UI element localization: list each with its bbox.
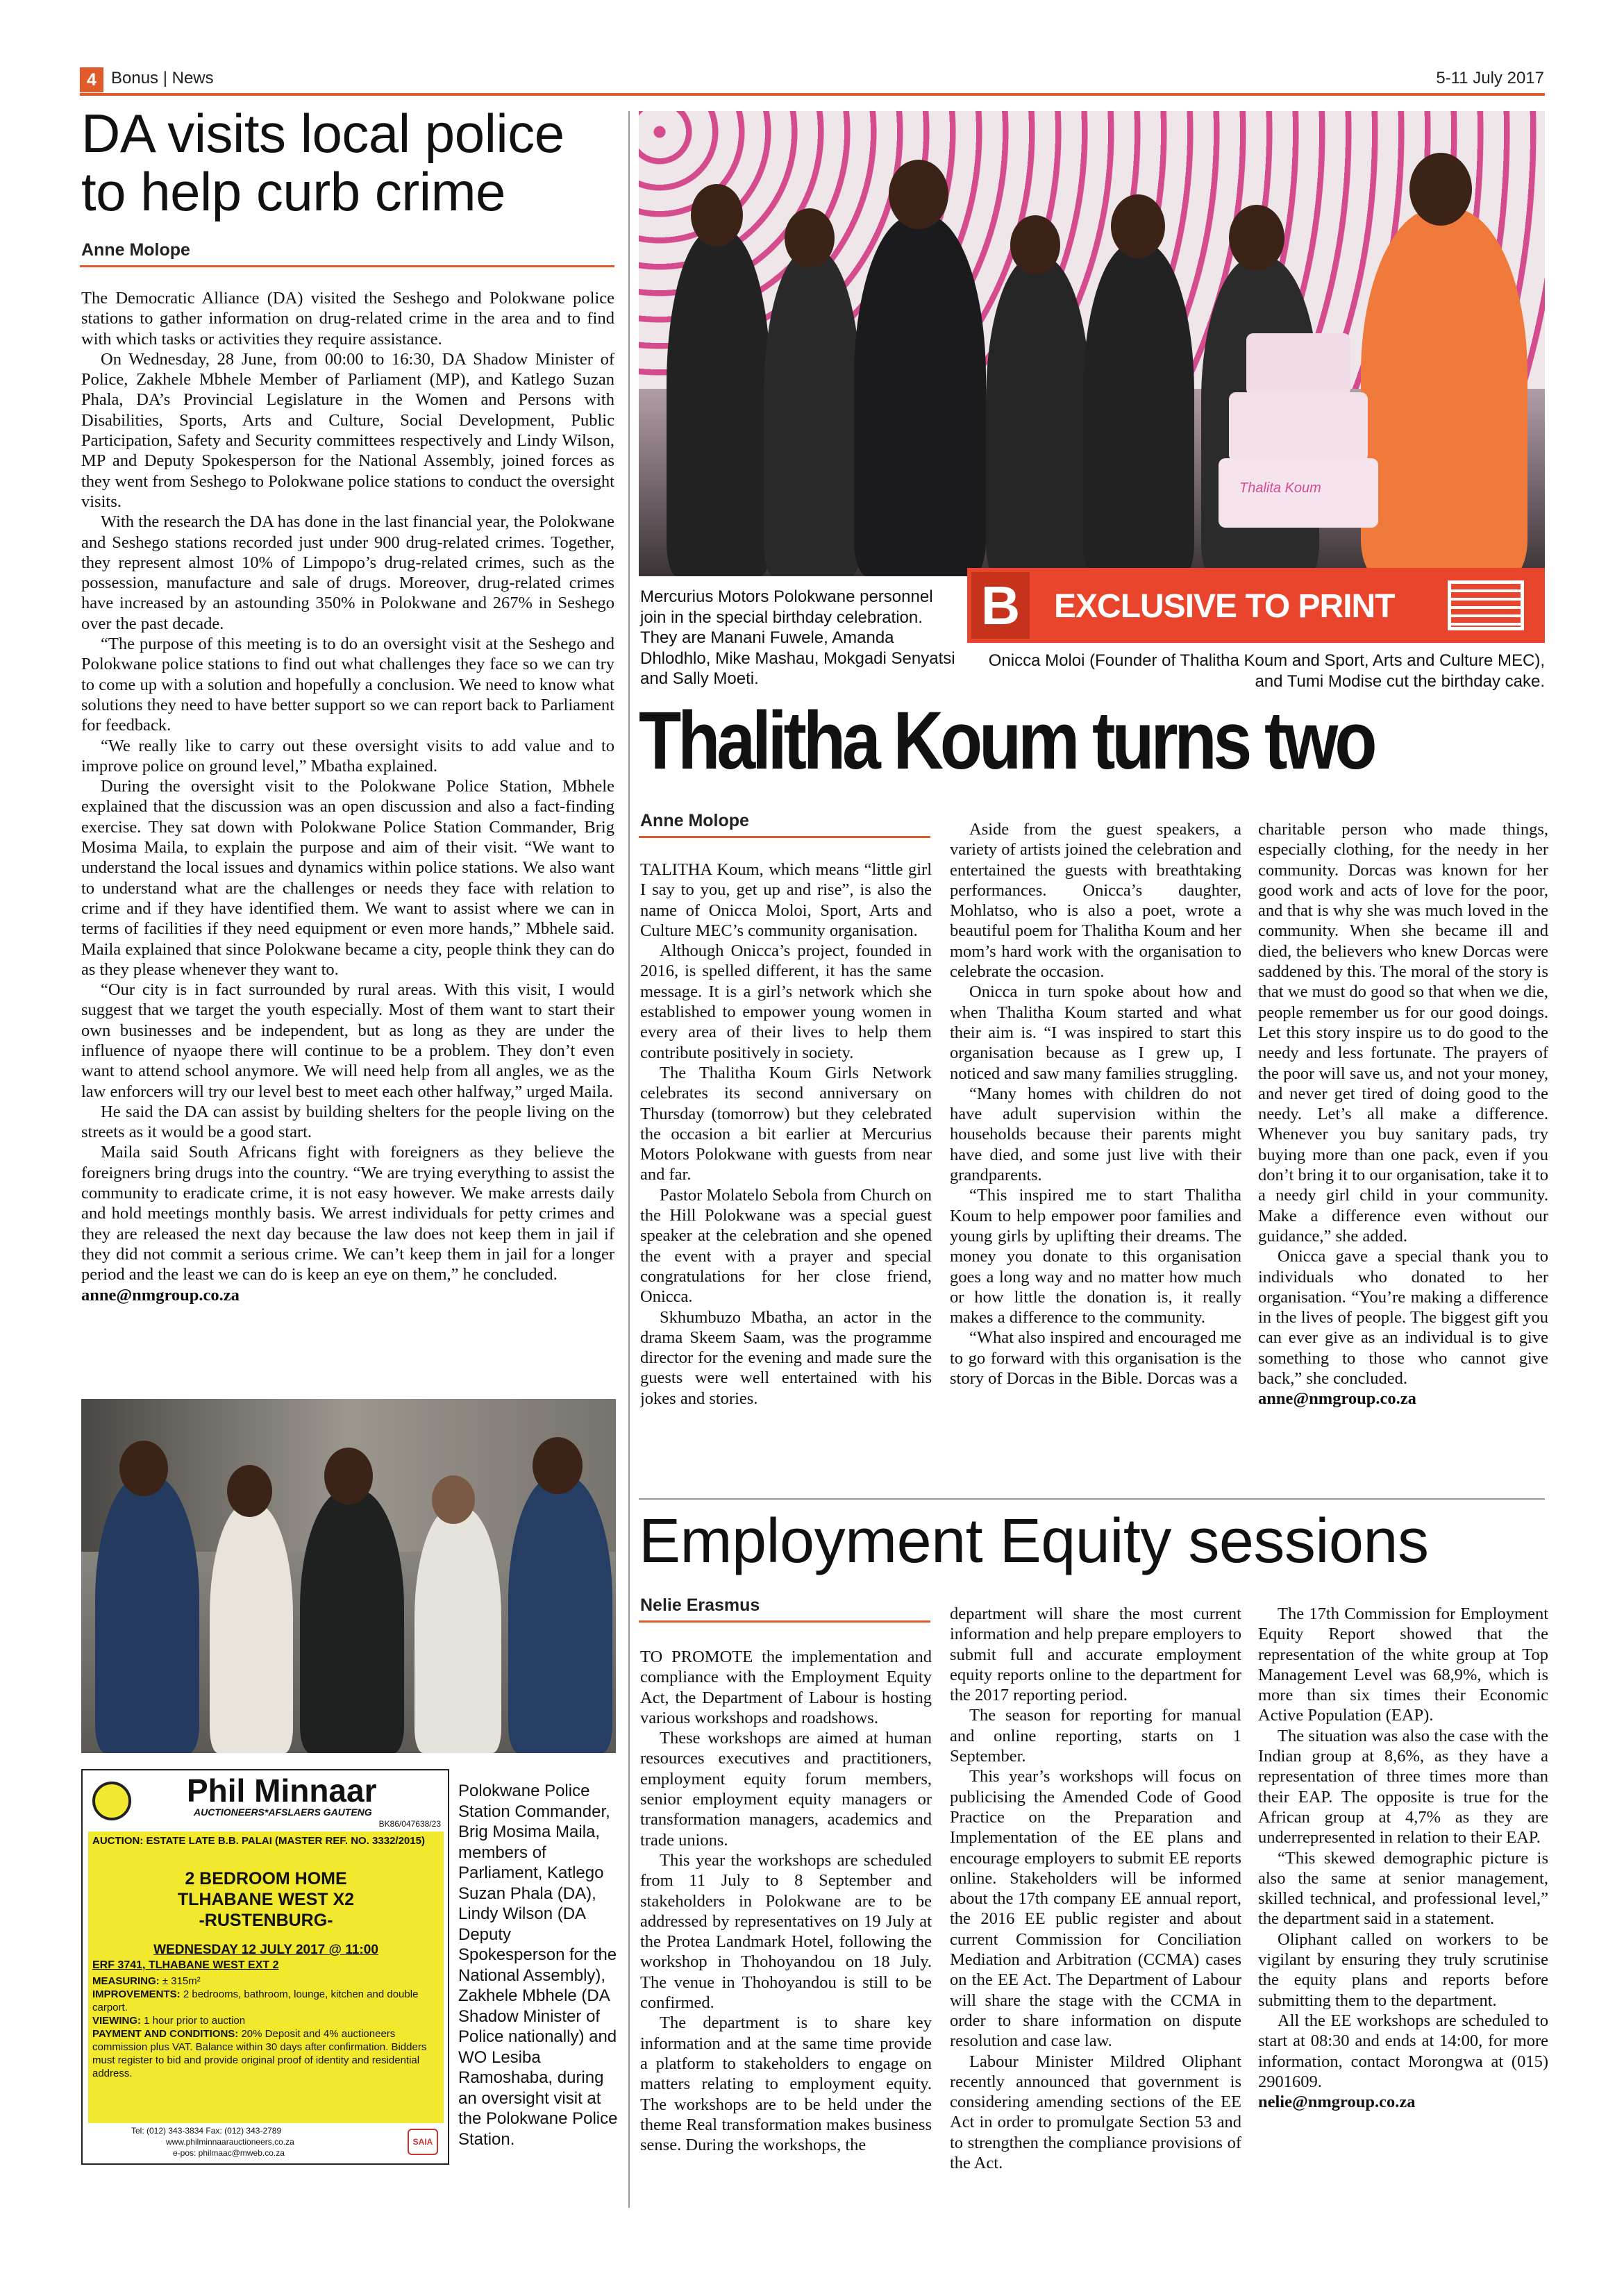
person-man-suit — [300, 1489, 404, 1753]
advert-payment: PAYMENT AND CONDITIONS: 20% Deposit and 4% auctioneers commission plus VAT. Balance within 30 days after confirmation. Bidders must register to bid and provide original proof of identity and residential address. — [92, 2028, 427, 2079]
cake-tier-top — [1246, 333, 1350, 396]
thalitha-paragraph: “What also inspired and encouraged me to go forward with this organisation is the story of Dorcas in the Bible. Dorcas was a — [950, 1328, 1241, 1389]
thalitha-celebration-photo — [639, 111, 1545, 576]
header-rule — [80, 93, 1545, 96]
advert-contact-3: e-pos: philmaac@mweb.co.za — [173, 2148, 285, 2158]
advert-contact-2: www.philminnaarauctioneers.co.za — [166, 2137, 294, 2147]
person-staff-1 — [667, 229, 771, 576]
ee-column-2 — [950, 1604, 1241, 2209]
da-group-photo — [81, 1399, 616, 1753]
ee-paragraph: Oliphant called on workers to be vigilant by ensuring they truly scrutinise the equity plans and reports before submitting them to the department. — [1258, 1929, 1548, 2010]
ee-headline: Employment Equity sessions — [639, 1507, 1429, 1576]
ee-byline: Nelie Erasmus — [640, 1595, 760, 1615]
advert-company-name: Phil Minnaar — [187, 1773, 377, 1809]
ee-paragraph: All the EE workshops are scheduled to start at 08:30 and ends at 14:00, for more information, contact Morongwa at (015) 2901609. — [1258, 2011, 1548, 2091]
da-body — [81, 288, 614, 1385]
person-staff-3 — [854, 215, 986, 576]
person-head — [1111, 194, 1165, 258]
person-staff-4 — [986, 257, 1090, 576]
thalitha-paragraph: “This inspired me to start Thalitha Koum to help empower poor families and young girls by uplifting their dreams. The money you donate to this organisation goes a long way and no matter how much or how little the donation is, it really makes a difference to the community. — [950, 1186, 1241, 1327]
advert-erf-line: ERF 3741, TLHABANE WEST EXT 2 — [92, 1959, 279, 1971]
person-woman-1 — [210, 1503, 293, 1753]
ee-paragraph: “This skewed demographic picture is also the same at senior management, skilled technical, and professional level,” the department said in a statement. — [1258, 1848, 1548, 1929]
person-officer-right — [508, 1475, 612, 1753]
ee-column-1 — [640, 1647, 932, 2209]
ee-paragraph: Labour Minister Mildred Oliphant recently announced that government is considering amending sections of the EE Act in order to promulgate Section 53 and to strengthen the compliance provisions of the Act. — [950, 2052, 1241, 2173]
advert-saia-logo: SAIA — [408, 2129, 438, 2155]
ee-paragraph: This year’s workshops will focus on publicising the Amended Code of Good Practice on the Preparation and Implementation of the EE plans and encourage employers to submit EE reports online. Stakeholders will be informed about the 17th company EE annual report, the 2016 EE public register and about current Commission for Conciliation Mediation and Arbitration (CCMA) cases on the EE Act. The Department of Labour will share the stage with the CCMA in order to share information on dispute resolution and case law. — [950, 1767, 1241, 2051]
advert-title-2: TLHABANE WEST X2 — [177, 1890, 355, 1909]
banner-letter-badge: B — [971, 572, 1030, 639]
advert-viewing: VIEWING: 1 hour prior to auction — [92, 2015, 246, 2027]
da-photo-caption: Polokwane Police Station Commander, Brig Mosima Maila, members of Parliament, Katlego Suzan Phala (DA), Lindy Wilson (DA Deputy Spokesperson for the National Assembly), Zakhele Mbhele (DA Shadow Minister of Police nationally) and WO Lesiba Ramoshaba, during an oversight visit at the Polokwane Police Station. — [458, 1782, 618, 2149]
person-head — [691, 184, 743, 246]
person-staff-5 — [1083, 243, 1194, 576]
ee-byline-rule — [639, 1620, 930, 1623]
thalitha-column-3 — [1258, 819, 1548, 1491]
person-head — [533, 1437, 583, 1494]
da-paragraph: On Wednesday, 28 June, from 00:00 to 16:30, DA Shadow Minister of Police, Zakhele Mbhele Member of Parliament (MP), and Katlego Suzan Phala, DA’s Provincial Legislature in the Women and Persons with Disabilities, Sports, Arts and Culture, Social Development, Public Participation, Safety and Security committees respectively and Lindy Wilson, MP and Deputy Spokesperson for the National Assembly, joined forces as they went from Seshego to Polokwane police stations to conduct the oversight visits. — [81, 349, 614, 511]
person-officer-left — [95, 1475, 199, 1753]
da-byline-rule — [80, 265, 614, 267]
ee-paragraph: The season for reporting for manual and online reporting, starts on 1 September. — [950, 1706, 1241, 1766]
advert-ref: BK86/047638/23 — [378, 1819, 441, 1829]
advert-date-line: WEDNESDAY 12 JULY 2017 @ 11:00 — [153, 1943, 378, 1957]
newspaper-icon — [1448, 580, 1524, 630]
thalitha-paragraph: Although Onicca’s project, founded in 2016, is spelled different, it has the same message. It is a girl’s network which she established to empower young women in every area of their lives to help them contribute positively in society. — [640, 941, 932, 1062]
thalitha-paragraph: charitable person who made things, especially clothing, for the needy in her community. Dorcas was known for her good work and acts of love for the poor, and that is why she was much loved in the community. When she became ill and died, the believers who knew Dorcas were saddened by this. The moral of the story is that we must do good so that when we die, people remember us for our good doings. Let this story inspire us to do good to the needy and less fortunate. The prayers of the poor will save us, and not your money, and never get tired of doing good to the needy. Let’s all make a difference. Whenever you buy sanitary pads, try buying more than one pack, even if you don’t bring it to our organisation, take it to a needy girl child in your community. Make a difference even without our guidance,” she added. — [1258, 820, 1548, 1246]
section-label: Bonus | News — [111, 69, 214, 87]
da-paragraph: He said the DA can assist by building shelters for the people living on the streets as it would be a good start. — [81, 1102, 614, 1142]
ee-paragraph: These workshops are aimed at human resources executives and practitioners, employment equity forum members, senior employment equity managers or transformation managers, academics and trade unions. — [640, 1729, 932, 1850]
banner-text: EXCLUSIVE TO PRINT — [1054, 588, 1395, 625]
thalitha-column-1 — [640, 860, 932, 1491]
thalitha-paragraph: The Thalitha Koum Girls Network celebrates its second anniversary on Thursday (tomorrow) but they celebrated the occasion a bit earlier at Mercurius Motors Polokwane with guests from near and far. — [640, 1063, 932, 1184]
thalitha-paragraph: Onicca in turn spoke about how and when Thalitha Koum started and what their aim is. “I was inspired to start this organisation because as I grew up, I noticed and saw many families struggling. — [950, 982, 1241, 1083]
ee-paragraph: The situation was also the case with the Indian group at 8,6%, as they have a representation of three times more than their EAP. The opposite is true for the African group at 4,7% as they are underrepresented in relation to their EAP. — [1258, 1726, 1548, 1847]
thalitha-caption-right: Onicca Moloi (Founder of Thalitha Koum and Sport, Arts and Culture MEC), and Tumi Modise cut the birthday cake. — [988, 651, 1545, 691]
thalitha-column-2 — [950, 819, 1241, 1491]
person-head — [324, 1448, 373, 1505]
thalitha-paragraph: Skhumbuzo Mbatha, an actor in the drama Skeem Saam, was the programme director for the evening and made sure the guests were well entertained with his jokes and stories. — [640, 1307, 932, 1408]
ee-paragraph: department will share the most current information and help prepare employers to submit full and accurate employment equity reports online to the department for the 2017 reporting period. — [950, 1604, 1241, 1705]
thalitha-byline: Anne Molope — [640, 811, 749, 830]
da-paragraph: With the research the DA has done in the last financial year, the Polokwane and Seshego stations recorded just under 900 drug-related crimes. Together, they represent almost 10% of Limpopo’s drug-related crimes, such as the possession, manufacture and sale of drugs. Moreover, drug-related crimes have increased by an astounding 350% in Polokwane and 267% in Seshego over the past decade. — [81, 512, 614, 633]
thalitha-paragraph: Aside from the guest speakers, a variety of artists joined the celebration and entertained the guests with breathtaking performances. Onicca’s daughter, Mohlatso, who is also a poet, wrote a beautiful poem for Thalitha Koum and her mom’s hard work with the organisation to celebrate the occasion. — [950, 820, 1241, 982]
thalitha-email: anne@nmgroup.co.za — [1258, 1389, 1416, 1409]
person-woman-2 — [415, 1507, 501, 1753]
thalitha-paragraph: Pastor Molatelo Sebola from Church on the Hill Polokwane was a special guest speaker at the celebration and she opened the event with a prayer and special congratulations for her close friend, Onicca. — [640, 1185, 932, 1307]
advert-company-subtitle: AUCTIONEERS*AFSLAERS GAUTENG — [194, 1807, 372, 1818]
person-head — [119, 1441, 168, 1496]
da-paragraph: “We really like to carry out these oversight visits to add value and to improve police on ground level,” Mbatha explained. — [81, 736, 614, 776]
da-paragraph: “The purpose of this meeting is to do an oversight visit at the Seshego and Polokwane police stations to find out what challenges they face so we can try to come up with a solution and hopefully a conclusion. We need to know what solutions they need to have better support so we can report back to Parliament for feedback. — [81, 635, 614, 735]
thalitha-paragraph: TALITHA Koum, which means “little girl I say to you, get up and rise”, is also the name of Onicca Moloi, Sport, Arts and Culture MEC’s community organisation. — [640, 860, 932, 940]
column-divider — [628, 111, 630, 2208]
ee-paragraph: TO PROMOTE the implementation and compliance with the Employment Equity Act, the Department of Labour is hosting various workshops and roadshows. — [640, 1648, 932, 1727]
advert-body — [88, 1832, 444, 2123]
person-head — [227, 1465, 272, 1517]
da-paragraph: Maila said South Africans fight with foreigners as they believe the foreigners bring drugs into the country. “We are trying everything to assist the community to eradicate crime, it is not easy however. We make arrests daily and hold meetings monthly basis. We arrest individuals for petty crimes and they are released the next day because the law does not keep them in jail if they did not commit a serious crime. We can’t keep them in jail for a longer period and the least we can do is keep an eye on them,” he concluded. — [81, 1143, 614, 1284]
advert-improvements: IMPROVEMENTS: 2 bedrooms, bathroom, lounge, kitchen and double carport. — [92, 1988, 419, 2013]
thalitha-paragraph: “Many homes with children do not have adult supervision within the households because their parents might have died, and some just live with their grandparents. — [950, 1084, 1241, 1185]
cake-tier-middle — [1229, 392, 1368, 462]
cake-label: Thalita Koum — [1239, 480, 1321, 496]
person-head — [432, 1475, 475, 1524]
person-head — [1010, 215, 1060, 275]
advert-measuring: MEASURING: ± 315m² — [92, 1975, 201, 1987]
person-head — [1229, 205, 1284, 271]
section-divider — [639, 1498, 1545, 1500]
exclusive-banner — [967, 568, 1545, 643]
ee-paragraph: This year the workshops are scheduled from 11 July to 8 September and stakeholders in Polokwane are to be addressed by representatives on 19 July at the Protea Landmark Hotel, following the workshop in Thohoyandou on 18 July. The venue in Thohoyandou is still to be confirmed. — [640, 1850, 932, 2013]
person-staff-2 — [764, 250, 861, 576]
ee-paragraph: The department is to share key information and at the same time provide a platform to stakeholders to engage on matters relating to employment equity. The workshops are to be held under the theme Real transformation makes business sense. During the workshops, the — [640, 2013, 932, 2155]
ee-column-3 — [1258, 1604, 1548, 2209]
issue-date: 5-11 July 2017 — [1436, 69, 1544, 87]
advert-title-3: -RUSTENBURG- — [199, 1911, 333, 1930]
person-head — [1409, 153, 1472, 226]
person-guest-orange — [1361, 208, 1527, 576]
da-byline: Anne Molope — [81, 240, 190, 260]
advert-details — [92, 1975, 440, 2080]
da-email: anne@nmgroup.co.za — [81, 1285, 240, 1305]
da-headline: DA visits local police to help curb crime — [81, 103, 564, 222]
thalitha-caption-left: Mercurius Motors Polokwane personnel join in the special birthday celebration. They are Manani Fuwele, Amanda Dhlodhlo, Mike Mashau, Mokgadi Senyatsi and Sally Moeti. — [640, 587, 955, 688]
advert-logo-icon — [92, 1782, 131, 1820]
da-paragraph: The Democratic Alliance (DA) visited the Seshego and Polokwane police stations to gather information on drug-related crime in the area and to find with which tasks or activities they require assistance. — [81, 289, 614, 349]
da-paragraph: During the oversight visit to the Polokwane Police Station, Mbhele explained that the discussion was an open discussion and also a fact-finding exercise. They sat down with Polokwane Police Station Commander, Brig Mosima Maila, to explain the purpose and aim of their visit. “We want to understand the local issues and dynamics within police stations. We also want to understand what are the challenges or needs they face with relation to crime and if they have identified them. We want to assist where we can in terms of facilities if they need equipment or even more hands,” Mbhele said. Maila explained that since Polokwane became a city, people think they can do as they please whenever they want to. — [81, 777, 614, 979]
advert-auction-line: AUCTION: ESTATE LATE B.B. PALAI (MASTER REF. NO. 3332/2015) — [92, 1835, 425, 1847]
thalitha-headline: Thalitha Koum turns two — [639, 695, 1374, 787]
ee-paragraph: The 17th Commission for Employment Equity Report showed that the representation of the white group at Top Management Level was 68,9%, which is more than six times their Economic Active Population (EAP). — [1258, 1604, 1548, 1725]
person-head — [785, 208, 835, 268]
birthday-cake — [1219, 333, 1378, 542]
ee-email: nelie@nmgroup.co.za — [1258, 2093, 1416, 2112]
thalitha-byline-rule — [639, 836, 930, 838]
advert-title-1: 2 BEDROOM HOME — [185, 1869, 347, 1888]
thalitha-paragraph: Onicca gave a special thank you to individuals who donated to her organisation. “You’re making a difference in the lives of people. The biggest gift you can ever give as an individual is to give something to those who cannot give back,” she concluded. — [1258, 1247, 1548, 1389]
advert-contact-1: Tel: (012) 343-3834 Fax: (012) 343-2789 — [131, 2126, 282, 2136]
person-head — [889, 160, 948, 229]
auction-advert — [81, 1769, 449, 2165]
page-number-badge: 4 — [80, 67, 103, 92]
da-paragraph: “Our city is in fact surrounded by rural areas. With this visit, I would suggest that we target the youth especially. Most of them want to start their own businesses and be independent, but as long as they are under the influence of nyaope there will continue to be a problem. They don’t even want to attend school anymore. We will need help from all angles, we as the law enforcers will try our level best to meet each other halfway,” urged Maila. — [81, 980, 614, 1101]
